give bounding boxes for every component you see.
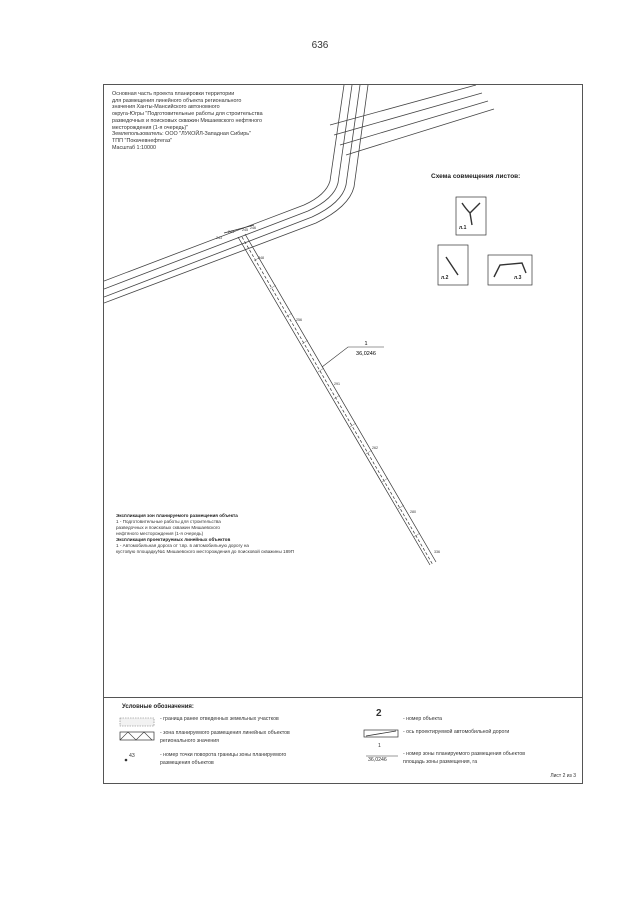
- legend-text: - граница ранее отведенных земельных участков: [160, 716, 279, 722]
- drawing-sheet: [103, 84, 583, 784]
- zones-line: нефтяного месторождения (1-я очередь): [116, 531, 204, 536]
- objects-header: Экспликация проектируемых линейных объектов: [116, 537, 231, 542]
- scheme-sheet-3: [488, 255, 532, 285]
- legend-object-number-sample: 2: [376, 708, 382, 719]
- objects-line: 1 - Автомобильная дорога от т.вр. в автомобильную дорогу на: [116, 543, 249, 548]
- legend-zone-number-sample: 1: [378, 743, 381, 749]
- legend: [104, 697, 582, 784]
- zones-line: 1 - Подготовительные работы для строительства: [116, 519, 221, 524]
- map-point-label: 245: [242, 228, 248, 232]
- map-point-label: 246: [250, 226, 256, 230]
- map-point-label: 336: [434, 550, 440, 554]
- title-block: [112, 91, 342, 151]
- scheme-sheet-2-label: л.2: [441, 275, 449, 281]
- legend-text: - номер точки поворота границы зоны планируемого: [160, 752, 287, 758]
- legend-symbols-left: [118, 716, 158, 772]
- map-point-label: 291: [334, 382, 340, 386]
- objects-line: кустовую площадку№1 Мишаевского месторождения до поисковой скважины 189П: [116, 549, 295, 554]
- sheet-label: Лист 2 из 3: [550, 773, 576, 779]
- legend-text: - ось проектируемой автомобильной дороги: [403, 729, 510, 735]
- title-line: значения Ханты-Мансийского автономного: [112, 104, 220, 111]
- corridor-hatch: [254, 257, 420, 537]
- title-line: Масштаб 1:10000: [112, 144, 157, 151]
- legend-text: регионального значения: [160, 738, 219, 744]
- explication-block: [116, 513, 386, 555]
- zones-header: Экспликация зон планируемого размещения объекта: [116, 513, 238, 518]
- scheme-sheet-3-label: л.3: [514, 275, 522, 281]
- map-point-label: 244: [228, 230, 234, 234]
- legend-point-sample: 43: [129, 753, 135, 759]
- map-point-label: 262: [372, 446, 378, 450]
- title-line: разведочных и поисковых скважин Мишаевского нефтяного: [112, 117, 262, 124]
- scheme-sheet-1-label: л.1: [459, 225, 467, 231]
- map-area: [104, 85, 582, 697]
- map-point-label: 243: [216, 236, 222, 240]
- map-point-label: 248: [258, 256, 264, 260]
- zone-area: 36,0246: [356, 351, 376, 357]
- title-line: Основная часть проекта планировки территории: [112, 91, 235, 97]
- title-line: ТПП "Покачевнефтегаз": [112, 137, 173, 144]
- map-point-label: 280: [410, 510, 416, 514]
- zone-number: 1: [364, 341, 368, 347]
- legend-text: - номер зоны планируемого размещения объектов: [403, 751, 525, 757]
- legend-text: - номер объекта: [403, 716, 443, 722]
- title-line: для размещения линейного объекта регионального: [112, 97, 242, 104]
- page-number: 636: [311, 40, 329, 51]
- scheme-title: Схема совмещения листов:: [431, 173, 521, 180]
- legend-title: Условные обозначения:: [122, 704, 194, 710]
- zone-label-leader: [322, 347, 384, 367]
- legend-text: площадь зоны размещения, га: [403, 759, 478, 765]
- legend-text: размещения объектов: [160, 760, 214, 766]
- zones-line: разведочных и поисковых скважин Мишаевского: [116, 525, 220, 530]
- title-line: Землепользователь: ООО "ЛУКОЙЛ-Западная Сибирь": [112, 131, 251, 138]
- title-line: месторождения (1-я очередь)": [112, 124, 189, 131]
- legend-zone-area-sample: 36,0246: [368, 757, 387, 763]
- legend-text: - зона планируемого размещения линейных объектов: [160, 730, 290, 736]
- map-point-label: 256: [296, 318, 302, 322]
- title-line: округа-Югры "Подготовительные работы для строительства: [112, 111, 263, 118]
